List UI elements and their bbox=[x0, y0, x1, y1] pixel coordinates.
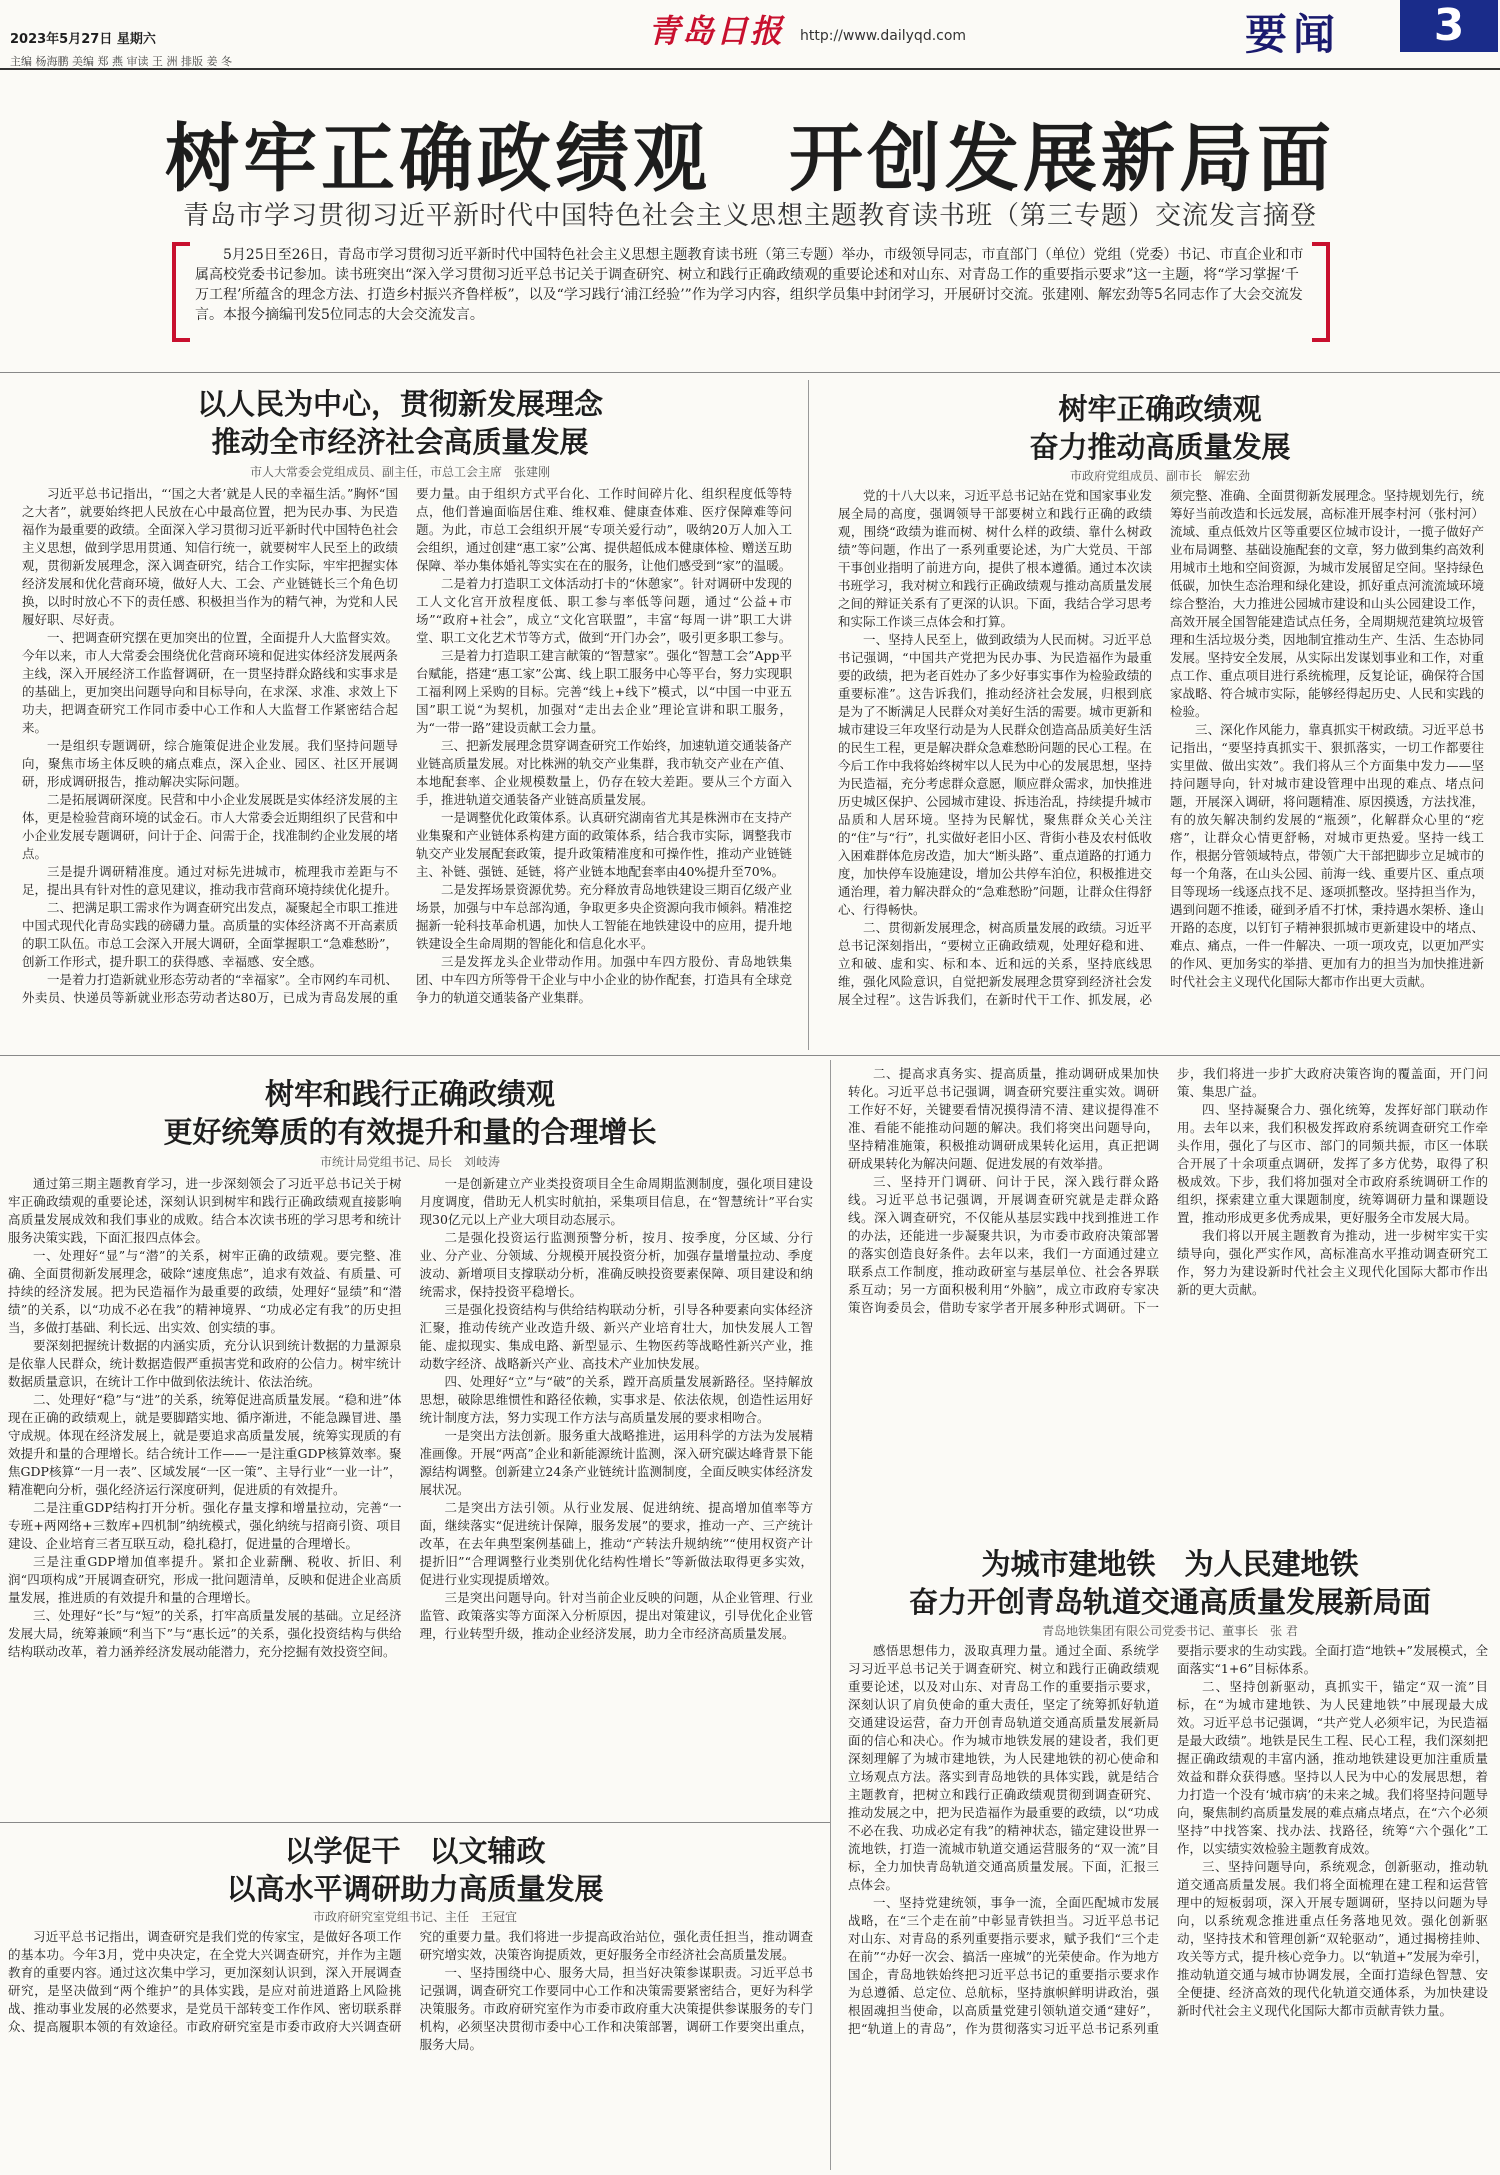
paragraph: 三是提升调研精准度。通过对标先进城市，梳理我市差距与不足，提出具有针对性的意见建议，推动我市营商环境持续优化提升。 bbox=[22, 864, 398, 897]
paragraph: 四、处理好“立”与“破”的关系，蹚开高质量发展新路径。坚持解放思想，破除思维惯性和路径依赖，实事求是、依法依规，创造性运用好统计制度方法，努力实现工作方法与高质量发展的要求相吻合。 bbox=[419, 1374, 813, 1425]
paragraph: 三、坚持问题导向，系统观念，创新驱动，推动轨道交通高质量发展。我们将全面梳理在建工程和运营管理中的短板弱项，深入开展专题调研，坚持以问题为导向，以系统观念推进重点任务落地见效。强化创新驱动，坚持技术和管理创新“双轮驱动”，通过揭榜挂帅、攻关等方式，提升核心竞争力。以“轨道+”发展为牵引，推动轨道交通与城市协调发展，全面打造绿色智慧、安全便捷、经济高效的现代化轨道交通体系，为加快建设新时代社会主义现代化国际大都市贡献青铁力量。 bbox=[1177, 1859, 1488, 2018]
intro-bracket-left bbox=[172, 242, 190, 342]
article-4-body bbox=[8, 1928, 813, 2168]
paragraph: 一、坚持人民至上，做到政绩为人民而树。习近平总书记强调，“中国共产党把为民办事、为民造福作为最重要的政绩，把为老百姓办了多少好事实事作为检验政绩的重要标准”。这告诉我们，推动经济社会发展，归根到底是为了不断满足人民群众对美好生活的需要。城市更新和城市建设三年攻坚行动是为人民群众创造高品质美好生活的民生工程，更是解决群众急难愁盼问题的民心工程。在今后工作中我将始终树牢以人民为中心的发展思想，坚持为民造福，充分考虑群众意愿，顺应群众需求，加快推进历史城区保护、公园城市建设、拆违治乱，持续提升城市品质和人居环境。坚持为民解忧，聚焦群众关心关注的“住”与“行”，扎实做好老旧小区、背街小巷及农村低收入困难群体危房改造，加大“断头路”、重点道路的打通力度，加快停车设施建设，增加公共停车泊位，积极推进交通治理，着力解决群众的“急难愁盼”问题，让群众住得舒心、行得畅快。 bbox=[838, 632, 1152, 917]
article-5-body bbox=[848, 1642, 1488, 2170]
paragraph: 二是强化投资运行监测预警分析，按月、按季度，分区域、分行业、分产业、分领域、分规模开展投资分析，加强存量增量拉动、季度波动、新增项目支撑联动分析，准确反映投资要素保障、项目建设和纳统需求，保持投资平稳增长。 bbox=[419, 1230, 813, 1299]
paragraph: 二、贯彻新发展理念，树高质量发展的政绩。习近平总书记深刻指出，“要树立正确政绩观，处理好稳和进、立和破、虚和实、标和本、近和远的关系，坚持底线思维，强化风险意识，自觉把新发展理念贯穿到经济社会发展全过程”。这告诉我们，在新时代干工作、抓发展，必须完整、准确、全面贯彻新发展理念。坚持规划先行，统筹好当前改造和长远发展，高标准开展李村河（张村河）流域、重点低效片区等重要区位城市设计，一揽子做好产业布局调整、基础设施配套的文章，努力做到集约高效利用城市土地和空间资源，为城市发展留足空间。坚持绿色低碳，加快生态治理和绿化建设，抓好重点河流流域环境综合整治，大力推进公园城市建设和山头公园建设工作，高效开展全国智能建造试点任务，全周期规范建筑垃圾管理和生活垃圾分类，因地制宜推动生产、生活、生态协同发展。坚持安全发展，从实际出发谋划事业和工作，对重点工作、重点项目进行系统梳理，反复论证，确保符合国家战略、符合城市实际，能够经得起历史、人民和实践的检验。 bbox=[838, 488, 1484, 1007]
paragraph: 要深刻把握统计数据的内涵实质，充分认识到统计数据的力量源泉是依靠人民群众，统计数据造假严重损害党和政府的公信力。树牢统计数据质量意识，在统计工作中做到依法统计、依法治统。 bbox=[8, 1338, 402, 1389]
editor-credits: 主编 杨海鹏 美编 郑 燕 审读 王 洲 排版 姜 冬 bbox=[10, 55, 232, 68]
paragraph: 二、处理好“稳”与“进”的关系，统筹促进高质量发展。“稳和进”体现在正确的政绩观上，就是要脚踏实地、循序渐进，不能急躁冒进、墨守成规。体现在经济发展上，就是要追求高质量发展，统筹实现质的有效提升和量的合理增长。结合统计工作——一是注重GDP核算效率。聚焦GDP核算“一月一表”、区域发展“一区一策”、主导行业“一业一计”，精准靶向分析，强化经济运行深度研判，促进质的有效提升。 bbox=[8, 1392, 402, 1497]
paragraph: 一、坚持围绕中心、服务大局，担当好决策参谋职责。习近平总书记强调，调查研究工作要同中心工作和决策需要紧密结合，更好为科学决策服务。市政府研究室作为市委市政府重大决策提供参谋服务的专门机构，必须坚决贯彻市委中心工作和决策部署，调研工作要突出重点，服务大局。 bbox=[419, 1965, 813, 2052]
article-1-title bbox=[0, 385, 800, 461]
article-5-title bbox=[840, 1545, 1500, 1621]
paragraph: 二是发挥场景资源优势。充分释放青岛地铁建设三期百亿级产业场景，加强与中车总部沟通，争取更多央企资源向我市倾斜。精准挖掘新一轮科技革命机遇，加快人工智能在地铁建设中的应用，提升地铁建设全生命周期的智能化和信息化水平。 bbox=[416, 882, 792, 951]
intro-rule bbox=[0, 372, 1500, 373]
section-title: 要闻 bbox=[1245, 10, 1342, 59]
article-2-title-line2: 奋力推动高质量发展 bbox=[1029, 430, 1291, 464]
paragraph: 三是突出问题导向。针对当前企业反映的问题，从企业管理、行业监管、政策落实等方面深入分析原因，提出对策建议，引导优化企业管理，行业转型升级，推动企业经济发展，助力全市经济高质量发展。 bbox=[419, 1590, 813, 1641]
article-2-byline: 市政府党组成员、副市长 解宏劲 bbox=[1069, 469, 1250, 483]
article-1-body bbox=[22, 485, 792, 1047]
column-divider-bottom bbox=[830, 1060, 831, 2170]
article-5-title-line2: 奋力开创青岛轨道交通高质量发展新局面 bbox=[908, 1585, 1431, 1619]
article-4-byline: 市政府研究室党组书记、主任 王冠宜 bbox=[312, 1910, 517, 1924]
intro-bracket-right bbox=[1312, 242, 1330, 342]
paragraph: 二是拓展调研深度。民营和中小企业发展既是实体经济发展的主体，更是检验营商环境的试金石。市人大常委会近期组织了民营和中小企业发展专题调研，问计于企、问需于企，找准制约企业发展的堵点。 bbox=[22, 792, 398, 861]
article-5-byline: 青岛地铁集团有限公司党委书记、董事长 张 君 bbox=[1042, 1624, 1298, 1638]
paragraph: 感悟思想伟力，汲取真理力量。通过全面、系统学习习近平总书记关于调查研究、树立和践行正确政绩观重要论述，以及对山东、对青岛工作的重要指示要求，深刻认识了肩负使命的重大责任，坚定了统筹抓好轨道交通建设运营，奋力开创青岛轨道交通高质量发展新局面的信心和决心。作为城市地铁发展的建设者，我们更深刻理解了为城市建地铁，为人民建地铁的初心使命和立场观点方法。落实到青岛地铁的具体实践，就是结合主题教育，把树立和践行正确政绩观贯彻到调查研究、推动发展之中，把为民造福作为最重要的政绩，以“功成不必在我、功成必定有我”的精神状态，锚定建设世界一流地铁，打造一流城市轨道交通运营服务的“双一流”目标，全力加快青岛轨道交通高质量发展。下面，汇报三点体会。 bbox=[848, 1643, 1159, 1892]
article-1-title-line2: 推动全市经济社会高质量发展 bbox=[211, 425, 589, 459]
paragraph: 一是突出方法创新。服务重大战略推进，运用科学的方法为发展精准画像。开展“两高”企业和新能源统计监测，深入研究碳达峰背景下能源结构调整。创新建立24条产业链统计监测制度，全面反映实体经济发展状况。 bbox=[419, 1428, 813, 1497]
article-3-body bbox=[8, 1175, 813, 1815]
article-2-title-line1: 树牢正确政绩观 bbox=[1058, 392, 1262, 426]
column-divider-top bbox=[808, 380, 809, 1050]
paragraph: 习近平总书记指出，“‘国之大者’就是人民的幸福生活。”胸怀“国之大者”，就要始终把人民放在心中最高位置，把为民办事、为民造福作为最重要的政绩。全面深入学习贯彻习近平新时代中国特色社会主义思想，做到学思用贯通、知信行统一，就要树牢人民至上的政绩观，贯彻新发展理念，深入调查研究，结合工作实际，牢牢把握实体经济发展和优化营商环境，做好人大、工会、产业链链长三个角色切换，以时时放心不下的责任感、积极担当作为的精气神，为党和人民履好职、尽好责。 bbox=[22, 486, 398, 627]
newspaper-logo: 青岛日报 bbox=[648, 12, 785, 50]
paragraph: 通过第三期主题教育学习，进一步深刻领会了习近平总书记关于树牢正确政绩观的重要论述，深刻认识到树牢和践行正确政绩观直接影响高质量发展成效和我们事业的成败。结合本次读书班的学习思考和统计服务决策实践，下面汇报四点体会。 bbox=[8, 1176, 402, 1245]
paragraph: 三是着力打造职工建言献策的“智慧家”。强化“智慧工会”App平台赋能，搭建“惠工家”公寓、线上职工服务中心等平台，努力实现职工福利网上采购的目标。完善“线上+线下”模式，以“中国一中亚五国”职工说“为契机，加强对“走出去企业”理论宣讲和职工服务，为“一带一路”建设贡献工会力量。 bbox=[416, 648, 792, 735]
article-3-title-line1: 树牢和践行正确政绩观 bbox=[264, 1077, 555, 1111]
intro-paragraph: 5月25日至26日，青岛市学习贯彻习近平新时代中国特色社会主义思想主题教育读书班（第三专题）举办，市级领导同志，市直部门（单位）党组（党委）书记、市直企业和市属高校党委书记参加。读书班突出“深入学习贯彻习近平总书记关于调查研究、树立和践行正确政绩观的重要论述和对山东、对青岛工作的重要指示要求”这一主题，将“学习掌握‘千万工程’所蕴含的理念方法、打造乡村振兴齐鲁样板”，以及“学习践行‘浦江经验’”作为学习内容，组织学员集中封闭学习，开展研讨交流。张建刚、解宏劲等5名同志作了大会交流发言。本报今摘编刊发5位同志的大会交流发言。 bbox=[195, 247, 1304, 323]
paragraph: 一、处理好“显”与“潜”的关系，树牢正确的政绩观。要完整、准确、全面贯彻新发展理念，破除“速度焦虑”，追求有效益、有质量、可持续的经济发展。把为民造福作为最重要的政绩，处理好“显绩”和“潜绩”的关系，以“功成不必在我”的精神境界、“功成必定有我”的历史担当，多做打基础、利长远、出实效、创实绩的事。 bbox=[8, 1248, 402, 1335]
paragraph: 三、深化作风能力，靠真抓实干树政绩。习近平总书记指出，“要坚持真抓实干、狠抓落实，一切工作都要往实里做、做出实效”。我们将从三个方面集中发力——坚持问题导向，针对城市建设管理中出现的难点、堵点问题，开展深入调研，将问题精准、原因摸透，方法找准，有的放矢解决制约发展的“瓶颈”，化解群众心里的“疙瘩”，让群众心情更舒畅，对城市更热爱。坚持一线工作，根据分管领域特点，带领广大干部把脚步立足城市的每一个角落，在山头公园、前海一线、重要片区、重点项目等现场一线逐点找不足、逐项抓整改。坚持担当作为，遇到问题不推诿，碰到矛盾不打怵，秉持遇水架桥、逢山开路的态度，以钉钉子精神狠抓城市更新建设中的堵点、难点、痛点，一件一件解决、一项一项攻克，以更加严实的作风、更加务实的举措、更加有力的担当为加快推进新时代社会主义现代化国际大都市作出更大贡献。 bbox=[1170, 722, 1484, 989]
paragraph: 三、把新发展理念贯穿调查研究工作始终，加速轨道交通装备产业链高质量发展。对比株洲的轨交产业集群，我市轨交产业在产值、本地配套率、企业规模数量上，仍存在较大差距。要从三个方面入手，推进轨道交通装备产业链高质量发展。 bbox=[416, 738, 792, 807]
paragraph: 一、把调查研究摆在更加突出的位置，全面提升人大监督实效。今年以来，市人大常委会围绕优化营商环境和促进实体经济发展两条主线，深入开展经济工作监督调研，在一贯坚持群众路线和实事求是的基础上，更加突出问题导向和目标导向，在求深、求准、求效上下功夫，把调查研究工作同市委中心工作和人大监督工作紧密结合起来。 bbox=[22, 630, 398, 735]
paragraph: 二、提高求真务实、提高质量，推动调研成果加快转化。习近平总书记强调，调查研究要注重实效。调研工作好不好，关键要看情况摸得清不清、建议提得准不准、看能不能推动问题的解决。我们将突出问题导向，坚持精准施策，积极推动调研成果转化运用，真正把调研成果转化为解决问题、促进发展的有效举措。 bbox=[848, 1066, 1159, 1171]
paragraph: 二、把满足职工需求作为调查研究出发点，凝聚起全市职工推进中国式现代化青岛实践的磅礴力量。高质量的实体经济离不开高素质的职工队伍。市总工会深入开展大调研，全面掌握职工“急难愁盼”，创新工作形式，提升职工的获得感、幸福感、安全感。 bbox=[22, 900, 398, 969]
article-1-byline: 市人大常委会党组成员、副主任，市总工会主席 张建刚 bbox=[249, 465, 550, 479]
paragraph: 一是着力打造新就业形态劳动者的“幸福家”。全市网约车司机、外卖员、快递员等新就业形态劳动者达80万，已成为青岛发展的重要力量。由于组织方式平台化、工作时间碎片化、组织程度低等特点，他们普遍面临居住难、维权难、健康查体难、医疗保障难等问题。为此，市总工会组织开展“专项关爱行动”，吸纳20万人加入工会组织，通过创建“惠工家”公寓、提供超低成本健康体检、赠送互助保障、举办集体婚礼等实实在在的服务，让他们感受到“家”的温暖。 bbox=[22, 486, 792, 1005]
left-lower-rule bbox=[0, 1822, 830, 1823]
middle-rule bbox=[0, 1055, 1500, 1056]
paragraph: 三是发挥龙头企业带动作用。加强中车四方股份、青岛地铁集团、中车四方所等骨干企业与中小企业的协作配套，打造具有全球竞争力的轨道交通装备产业集群。 bbox=[416, 954, 792, 1005]
paragraph: 一、坚持党建统领，事争一流，全面匹配城市发展战略，在“三个走在前”中彰显青铁担当。习近平总书记对山东、对青岛的系列重要指示要求，赋予我们“三个走在前”“办好一次会、搞活一座城”的光荣使命。作为地方国企，青岛地铁始终把习近平总书记的重要指示要求作为总遵循、总定位、总航标，坚持旗帜鲜明讲政治，强根固魂担当使命，以高质量党建引领轨道交通“建好”，把“轨道上的青岛”，作为贯彻落实习近平总书记系列重要指示要求的生动实践。全面打造“地铁+”发展模式，全面落实“1+6”目标体系。 bbox=[848, 1643, 1488, 2036]
paragraph: 习近平总书记指出，调查研究是我们党的传家宝，是做好各项工作的基本功。今年3月，党中央决定，在全党大兴调查研究，并作为主题教育的重要内容。通过这次集中学习，更加深刻认识到，深入开展调查研究，是坚决做到“两个维护”的具体实践，是应对前进道路上风险挑战、推动事业发展的必然要求，是党员干部转变工作作风、密切联系群众、提高履职本领的有效途径。市政府研究室是市委市政府大兴调查研究的重要力量。我们将进一步提高政治站位，强化责任担当，推动调查研究增实效，决策咨询提质效，更好服务全市经济社会高质量发展。 bbox=[8, 1929, 813, 2034]
article-2-title bbox=[820, 390, 1500, 466]
paragraph: 二是注重GDP结构打开分析。强化存量支撑和增量拉动，完善“一专班+两网络+三数库+四机制”纳统模式，强化纳统与招商引资、项目建设、企业培育三者互联互动，稳扎稳打，促进量的合理增长。 bbox=[8, 1500, 402, 1551]
article-1-title-line1: 以人民为中心，贯彻新发展理念 bbox=[196, 387, 603, 421]
article-4-continuation bbox=[848, 1065, 1488, 1535]
paragraph: 一是调整优化政策体系。认真研究湖南省尤其是株洲市在支持产业集聚和产业链体系构建方面的政策体系，结合我市实际，调整我市轨交产业发展配套政策，提升政策精准度和可操作性，推动产业链链主、补链、强链、延链，将产业链本地配套率由40%提升至70%。 bbox=[416, 810, 792, 879]
paragraph: 一是组织专题调研，综合施策促进企业发展。我们坚持问题导向，聚焦市场主体反映的痛点难点，深入企业、园区、社区开展调研，形成调研报告，推动解决实际问题。 bbox=[22, 738, 398, 789]
article-4-title-line2: 以高水平调研助力高质量发展 bbox=[226, 1872, 604, 1906]
paragraph: 四、坚持凝聚合力、强化统筹，发挥好部门联动作用。去年以来，我们积极发挥政府系统调查研究工作牵头作用，强化了与区市、部门的同频共振，市区一体联合开展了十余项重点调研，发挥了多方优势，取得了积极成效。下步，我们将加强对全市政府系统调研工作的组织，探索建立重大课题制度，统筹调研力量和课题设置，推动形成更多优秀成果，更好服务全市发展大局。 bbox=[1177, 1102, 1488, 1225]
paragraph: 党的十八大以来，习近平总书记站在党和国家事业发展全局的高度，强调领导干部要树立和践行正确的政绩观，围绕“政绩为谁而树、树什么样的政绩、靠什么树政绩”等问题，作出了一系列重要论述，为广大党员、干部干事创业指明了前进方向，提供了根本遵循。通过本次读书班学习，我对树立和践行正确政绩观与推动高质量发展之间的辩证关系有了更深的认识。下面，我结合学习思考和实际工作谈三点体会和打算。 bbox=[838, 488, 1152, 629]
page-number: 3 bbox=[1400, 0, 1498, 52]
article-3-title bbox=[0, 1075, 820, 1151]
paragraph: 二、坚持创新驱动，真抓实干，锚定“双一流”目标，在“为城市建地铁、为人民建地铁”中展现最大成效。习近平总书记强调，“共产党人必须牢记，为民造福是最大政绩”。地铁是民生工程、民心工程，我们深刻把握正确政绩观的丰富内涵，推动地铁建设更加注重质量效益和群众获得感。坚持以人民为中心的发展思想，着力打造一个没有‘城市病’的未来之城。我们将坚持问题导向，聚焦制约高质量发展的难点痛点堵点，在“六个必须坚持”中找答案、找办法、找路径，统筹“六个强化”工作，以实绩实效检验主题教育成效。 bbox=[1177, 1679, 1488, 1856]
paragraph: 三是强化投资结构与供给结构联动分析，引导各种要素向实体经济汇聚，推动传统产业改造升级、新兴产业培育壮大，加快发展人工智能、虚拟现实、集成电路、新型显示、生物医药等战略性新兴产业，推动数字经济、战略新兴产业、高技术产业加快发展。 bbox=[419, 1302, 813, 1371]
paragraph: 我们将以开展主题教育为推动，进一步树牢实干实绩导向，强化严实作风，高标准高水平推动调查研究工作，努力为建设新时代社会主义现代化国际大都市作出新的更大贡献。 bbox=[1177, 1228, 1488, 1297]
article-3-byline: 市统计局党组书记、局长 刘岐涛 bbox=[319, 1155, 500, 1169]
paragraph: 一是创新建立产业类投资项目全生命周期监测制度，强化项目建设月度调度，借助无人机实时航拍，采集项目信息，在“智慧统计”平台实现30亿元以上产业大项目动态展示。 bbox=[419, 1176, 813, 1227]
paragraph: 二是突出方法引领。从行业发展、促进纳统、提高增加值率等方面，继续落实“促进统计保障，服务发展”的要求，推动一产、三产统计改革，在去年典型案例基础上，推动“产转法升规纳统”“使用权资产计提折旧”“合理调整行业类别优化结构性增长”等新做法取得更多实效，促进行业实现提质增效。 bbox=[419, 1500, 813, 1587]
header-rule bbox=[0, 68, 1500, 70]
main-headline: 树牢正确政绩观 开创发展新局面 bbox=[165, 116, 1335, 202]
sub-headline: 青岛市学习贯彻习近平新时代中国特色社会主义思想主题教育读书班（第三专题）交流发言摘登 bbox=[182, 201, 1317, 231]
article-4-title bbox=[0, 1832, 830, 1908]
article-3-title-line2: 更好统筹质的有效提升和量的合理增长 bbox=[163, 1115, 657, 1149]
article-5-title-line1: 为城市建地铁 为人民建地铁 bbox=[981, 1547, 1359, 1581]
paragraph: 三、处理好“长”与“短”的关系，打牢高质量发展的基础。立足经济发展大局，统筹兼顾“利当下”与“惠长远”的关系，强化投资结构与供给结构联动改革，着力涵养经济发展动能潜力，充分挖掘有效投资空间。 bbox=[8, 1608, 402, 1659]
paragraph: 三、坚持开门调研、问计于民，深入践行群众路线。习近平总书记强调，开展调查研究就是走群众路线。深入调查研究，不仅能从基层实践中找到推进工作的办法，还能进一步凝聚共识，为市委市政府决策部署的落实创造良好条件。去年以来，我们一方面通过建立联系点工作制度，推动政研室与基层单位、社会各界联系互动；另一方面积极利用“外脑”，成立市政府专家决策咨询委员会，借助专家学者开展多种形式调研。下一步，我们将进一步扩大政府决策咨询的覆盖面，开门问策、集思广益。 bbox=[848, 1066, 1488, 1315]
article-2-body bbox=[838, 487, 1484, 1047]
paragraph: 三是注重GDP增加值率提升。紧扣企业薪酬、税收、折旧、利润“四项构成”开展调查研究，形成一批问题清单，反映和促进企业高质量发展，推进质的有效提升和量的合理增长。 bbox=[8, 1554, 402, 1605]
paragraph: 二是着力打造职工文体活动打卡的“休憩家”。针对调研中发现的工人文化宫开放程度低、职工参与率低等问题，通过“公益+市场”“政府+社会”，成立“文化宫联盟”，丰富“每周一讲”职工大讲堂、职工文化艺术节等方式，做到“开门办会”，吸引更多职工参与。 bbox=[416, 576, 792, 645]
website-url[interactable]: http://www.dailyqd.com bbox=[800, 28, 967, 44]
article-4-title-line1: 以学促干 以文辅政 bbox=[284, 1834, 546, 1868]
issue-date: 2023年5月27日 星期六 bbox=[10, 32, 156, 47]
